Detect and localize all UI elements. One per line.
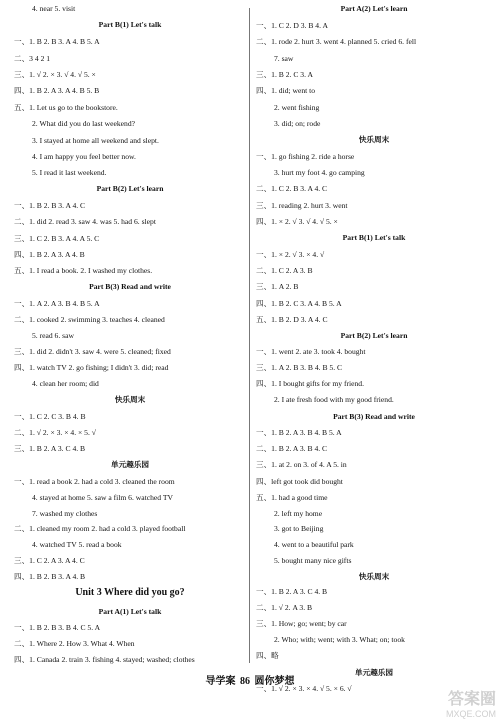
footer-slogan: 圆你梦想	[254, 676, 295, 687]
column-divider	[249, 8, 250, 663]
answer-line: 四、1. B 2. A 3. A 4. B	[14, 250, 85, 259]
answer-line: 一、1. B 2. B 3. A 4. B 5. A	[14, 37, 100, 46]
answer-line: 五、1. B 2. D 3. A 4. C	[256, 315, 328, 324]
answer-line: 三、1. A 2. B	[256, 282, 299, 291]
answer-line: 四、1. B 2. C 3. A 4. B 5. A	[256, 299, 342, 308]
section-heading: Part B(3) Read and write	[333, 412, 415, 421]
answer-line: 四、1. B 2. B 3. A 4. B	[14, 572, 86, 581]
section-heading: 单元趣乐园	[355, 668, 393, 677]
answer-line: 二、3 4 2 1	[14, 54, 51, 63]
answer-line: 二、1. B 2. A 3. B 4. C	[256, 444, 328, 453]
answer-line: 二、1. rode 2. hurt 3. went 4. planned 5. cried 6. fell	[256, 37, 417, 46]
answer-line: 三、1. B 2. A 3. C 4. B	[14, 444, 86, 453]
answer-line: 2. Who; with; went; with 3. What; on; took	[274, 635, 405, 644]
answer-line: 三、1. How; go; went; by car	[256, 619, 347, 628]
answer-line: 三、1. A 2. B 3. B 4. B 5. C	[256, 363, 343, 372]
page-number: 86	[240, 676, 250, 687]
answer-line: 5. I read it last weekend.	[32, 168, 107, 177]
section-heading: Part B(2) Let's learn	[340, 331, 408, 340]
answer-line: 5. bought many nice gifts	[274, 556, 352, 565]
answer-line: 五、1. I read a book. 2. I washed my clothes.	[14, 266, 153, 275]
answer-line: 四、1. did; went to	[256, 86, 316, 95]
answer-line: 二、1. cooked 2. swimming 3. teaches 4. cleaned	[14, 315, 165, 324]
answer-line: 三、1. B 2. C 3. A	[256, 70, 313, 79]
watermark	[446, 686, 496, 719]
section-heading: Part B(3) Read and write	[89, 282, 171, 291]
section-heading: 单元趣乐园	[111, 460, 149, 469]
answer-line: 4. stayed at home 5. saw a film 6. watched TV	[32, 493, 173, 502]
answer-line: 二、1. C 2. A 3. B	[256, 266, 313, 275]
answer-line: 四、1. I bought gifts for my friend.	[256, 379, 364, 388]
section-heading: Part B(2) Let's learn	[96, 184, 164, 193]
answer-line: 一、1. go fishing 2. ride a horse	[256, 152, 355, 161]
answer-line: 三、1. C 2. B 3. A 4. A 5. C	[14, 234, 100, 243]
answer-line: 四、1. B 2. A 3. A 4. B 5. B	[14, 86, 100, 95]
answer-line: 4. clean her room; did	[32, 379, 99, 388]
page-footer	[0, 672, 500, 687]
answer-line: 一、1. B 2. A 3. C 4. B	[256, 587, 328, 596]
answer-line: 二、1. Where 2. How 3. What 4. When	[14, 639, 135, 648]
answer-line: 二、1. √ 2. A 3. B	[256, 603, 313, 612]
answer-line: 一、1. B 2. B 3. A 4. C	[14, 201, 86, 210]
answer-line: 3. I stayed at home all weekend and slept.	[32, 136, 159, 145]
answer-line: 三、1. did 2. didn't 3. saw 4. were 5. cleaned; fixed	[14, 347, 171, 356]
answer-line: 二、1. did 2. read 3. saw 4. was 5. had 6. slept	[14, 217, 156, 226]
answer-line: 二、1. C 2. B 3. A 4. C	[256, 184, 328, 193]
unit-title: Unit 3 Where did you go?	[75, 587, 185, 598]
answer-line: 4. near 5. visit	[32, 4, 76, 13]
answer-line: 四、略	[256, 651, 279, 660]
answer-line: 三、1. C 2. A 3. A 4. C	[14, 556, 85, 565]
answer-line: 三、1. √ 2. × 3. √ 4. √ 5. ×	[14, 70, 96, 79]
answer-line: 一、1. B 2. B 3. B 4. C 5. A	[14, 623, 101, 632]
answer-line: 三、1. reading 2. hurt 3. went	[256, 201, 348, 210]
answer-line: 2. went fishing	[274, 103, 320, 112]
answer-line: 四、1. Canada 2. train 3. fishing 4. stayed; washed; clothes	[14, 655, 195, 664]
answer-line: 二、1. √ 2. × 3. × 4. × 5. √	[14, 428, 96, 437]
answer-line: 一、1. B 2. A 3. B 4. B 5. A	[256, 428, 342, 437]
section-heading: Part B(1) Let's talk	[98, 20, 162, 29]
section-heading: 快乐周末	[114, 395, 146, 404]
answer-line: 二、1. cleaned my room 2. had a cold 3. played football	[14, 524, 186, 533]
answer-line: 一、1. C 2. D 3. B 4. A	[256, 21, 328, 30]
answer-line: 4. I am happy you feel better now.	[32, 152, 136, 161]
answer-line: 三、1. at 2. on 3. of 4. A 5. in	[256, 460, 347, 469]
answer-line: 5. read 6. saw	[32, 331, 74, 340]
answer-line: 一、1. A 2. A 3. B 4. B 5. A	[14, 299, 100, 308]
section-heading: 快乐周末	[358, 572, 390, 581]
answer-line: 4. watched TV 5. read a book	[32, 540, 122, 549]
answer-line: 3. did; on; rode	[274, 119, 321, 128]
answer-line: 4. went to a beautiful park	[274, 540, 354, 549]
answer-line: 3. got to Beijing	[274, 524, 324, 533]
answer-line: 7. saw	[274, 54, 294, 63]
watermark-url: MXQE.COM	[445, 709, 496, 719]
section-heading: Part A(2) Let's learn	[340, 4, 408, 13]
section-heading: 快乐周末	[358, 135, 390, 144]
answer-line: 2. What did you do last weekend?	[32, 119, 135, 128]
answer-line: 五、1. had a good time	[256, 493, 328, 502]
watermark-logo-text: 答案圈	[447, 691, 496, 708]
answer-line: 3. hurt my foot 4. go camping	[274, 168, 365, 177]
answer-line: 一、1. × 2. √ 3. × 4. √	[256, 250, 325, 259]
answer-line: 7. washed my clothes	[32, 509, 98, 518]
answer-line: 2. left my home	[274, 509, 323, 518]
answer-line: 2. I ate fresh food with my good friend.	[274, 395, 394, 404]
answer-line: 五、1. Let us go to the bookstore.	[14, 103, 118, 112]
section-heading: Part B(1) Let's talk	[342, 233, 406, 242]
answer-line: 一、1. C 2. C 3. B 4. B	[14, 412, 86, 421]
answer-line: 四、left got took did bought	[256, 477, 343, 486]
footer-book-title: 导学案	[205, 676, 236, 687]
answer-line: 一、1. went 2. ate 3. took 4. bought	[256, 347, 366, 356]
answer-line: 一、1. read a book 2. had a cold 3. cleaned the room	[14, 477, 175, 486]
answer-line: 四、1. watch TV 2. go fishing; I didn't 3. did; read	[14, 363, 169, 372]
answer-line: 四、1. × 2. √ 3. √ 4. √ 5. ×	[256, 217, 338, 226]
answer-line: 一、1. √ 2. × 3. × 4. √ 5. × 6. √	[256, 684, 352, 693]
section-heading: Part A(1) Let's talk	[98, 607, 162, 616]
